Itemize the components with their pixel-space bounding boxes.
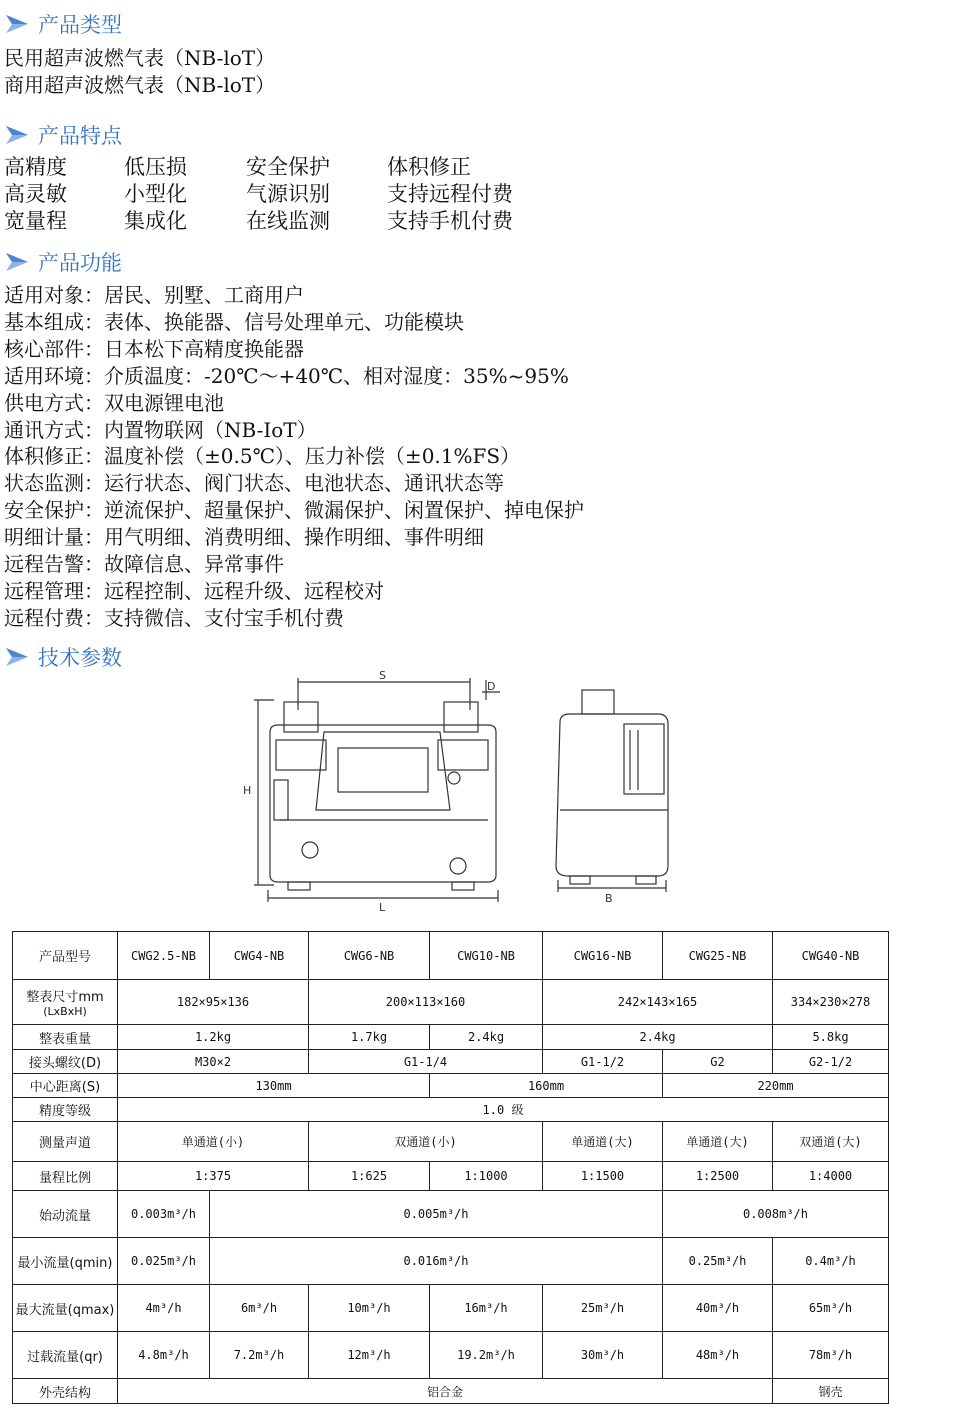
table-cell: 334×230×278 (773, 980, 889, 1025)
table-cell: 40m³/h (663, 1285, 773, 1332)
table-cell: CWG40-NB (773, 932, 889, 980)
table-row (13, 1379, 889, 1404)
table-cell: 1:1000 (430, 1162, 543, 1191)
table-row-header: 最小流量(qmin) (13, 1238, 118, 1285)
table-row-header: 外壳结构 (13, 1379, 118, 1404)
table-cell: 130mm (118, 1074, 430, 1098)
table-row (13, 1285, 889, 1332)
feature-item: 支持手机付费 (387, 209, 513, 233)
section-heading-type (4, 10, 122, 38)
table-cell: 10m³/h (309, 1285, 430, 1332)
arrow-icon (4, 646, 30, 668)
table-cell: 单通道(大) (543, 1122, 663, 1162)
table-cell: CWG10-NB (430, 932, 543, 980)
table-row (13, 1074, 889, 1098)
table-cell: 1:2500 (663, 1162, 773, 1191)
function-item: 远程付费：支持微信、支付宝手机付费 (4, 605, 344, 630)
arrow-icon (4, 124, 30, 146)
section-title: 技术参数 (38, 646, 122, 670)
table-cell: CWG16-NB (543, 932, 663, 980)
feature-item: 高精度 (4, 155, 67, 179)
table-cell: G2-1/2 (773, 1050, 889, 1074)
function-item: 基本组成：表体、换能器、信号处理单元、功能模块 (4, 309, 464, 334)
table-cell: 1:625 (309, 1162, 430, 1191)
table-row (13, 1098, 889, 1122)
meter-technical-drawing (240, 670, 680, 915)
side-view (556, 690, 668, 892)
table-cell: 0.4m³/h (773, 1238, 889, 1285)
spec-table (12, 931, 889, 1404)
table-row-header: 量程比例 (13, 1162, 118, 1191)
table-row-header: 最大流量(qmax) (13, 1285, 118, 1332)
section-heading-functions (4, 248, 122, 276)
feature-item: 低压损 (124, 155, 187, 179)
table-cell: 78m³/h (773, 1332, 889, 1379)
function-item: 安全保护：逆流保护、超量保护、微漏保护、闲置保护、掉电保护 (4, 498, 584, 523)
table-row (13, 932, 889, 980)
table-cell: 1.2kg (118, 1025, 309, 1050)
table-cell: 5.8kg (773, 1025, 889, 1050)
feature-item: 集成化 (124, 209, 187, 233)
dimension-label-b: B (605, 892, 613, 905)
table-row-header (13, 980, 118, 1025)
table-cell: 2.4kg (430, 1025, 543, 1050)
table-row (13, 1050, 889, 1074)
table-cell: 65m³/h (773, 1285, 889, 1332)
table-row-header: 中心距离(S) (13, 1074, 118, 1098)
section-title: 产品类型 (38, 13, 122, 37)
feature-item: 高灵敏 (4, 182, 67, 206)
function-item: 远程管理：远程控制、远程升级、远程校对 (4, 578, 384, 603)
section-title: 产品功能 (38, 251, 122, 275)
dimension-label-s: S (379, 670, 386, 682)
table-row (13, 1162, 889, 1191)
table-cell: 25m³/h (543, 1285, 663, 1332)
table-cell: 6m³/h (210, 1285, 309, 1332)
feature-item: 在线监测 (246, 209, 330, 233)
section-title: 产品特点 (38, 124, 122, 148)
table-cell: CWG25-NB (663, 932, 773, 980)
table-cell: G1-1/4 (309, 1050, 543, 1074)
function-item: 适用环境：介质温度：-20℃～+40℃、相对湿度：35%~95% (4, 363, 569, 388)
product-type-item: 商用超声波燃气表（NB-loT） (4, 73, 276, 97)
table-cell: 0.25m³/h (663, 1238, 773, 1285)
table-row (13, 1238, 889, 1285)
table-row (13, 1332, 889, 1379)
function-item: 核心部件：日本松下高精度换能器 (4, 336, 304, 361)
dimension-label-l: L (379, 901, 386, 914)
table-cell: G2 (663, 1050, 773, 1074)
table-cell: 钢壳 (773, 1379, 889, 1404)
function-item: 远程告警：故障信息、异常事件 (4, 552, 284, 576)
dimension-label-h: H (243, 784, 252, 797)
section-heading-params (4, 643, 122, 671)
table-cell: 7.2m³/h (210, 1332, 309, 1379)
table-cell: CWG2.5-NB (118, 932, 210, 980)
table-cell: 48m³/h (663, 1332, 773, 1379)
table-row (13, 1025, 889, 1050)
function-item: 供电方式：双电源锂电池 (4, 390, 224, 415)
product-type-item: 民用超声波燃气表（NB-loT） (4, 46, 276, 70)
arrow-icon (4, 13, 30, 35)
feature-item: 体积修正 (387, 155, 471, 179)
function-item: 明细计量：用气明细、消费明细、操作明细、事件明细 (4, 525, 484, 550)
table-cell: 30m³/h (543, 1332, 663, 1379)
table-row-header: 接头螺纹(D) (13, 1050, 118, 1074)
feature-item: 气源识别 (246, 182, 330, 206)
function-item: 体积修正：温度补偿（±0.5℃）、压力补偿（±0.1%FS） (4, 444, 521, 469)
feature-item: 小型化 (124, 182, 187, 206)
table-cell: 19.2m³/h (430, 1332, 543, 1379)
table-cell: 242×143×165 (543, 980, 773, 1025)
table-cell: 0.005m³/h (210, 1191, 663, 1238)
table-row-header: 产品型号 (13, 932, 118, 980)
table-cell: CWG6-NB (309, 932, 430, 980)
table-cell: 0.003m³/h (118, 1191, 210, 1238)
table-row-header: 过载流量(qr) (13, 1332, 118, 1379)
function-item: 状态监测：运行状态、阀门状态、电池状态、通讯状态等 (4, 471, 504, 496)
dimension-label-d: D (487, 680, 496, 693)
table-cell: 0.025m³/h (118, 1238, 210, 1285)
table-cell: M30×2 (118, 1050, 309, 1074)
table-cell: 200×113×160 (309, 980, 543, 1025)
table-cell: 1:375 (118, 1162, 309, 1191)
table-cell-line: 整表尺寸mm (26, 990, 104, 1005)
section-heading-features (4, 121, 122, 149)
table-row (13, 980, 889, 1025)
function-item: 适用对象：居民、别墅、工商用户 (4, 283, 304, 307)
table-row (13, 1191, 889, 1238)
arrow-icon (4, 251, 30, 273)
table-cell: 1.7kg (309, 1025, 430, 1050)
table-row-header: 始动流量 (13, 1191, 118, 1238)
feature-item: 宽量程 (4, 209, 67, 233)
feature-item: 安全保护 (246, 155, 330, 179)
table-cell: CWG4-NB (210, 932, 309, 980)
table-cell: 4m³/h (118, 1285, 210, 1332)
table-cell: G1-1/2 (543, 1050, 663, 1074)
feature-item: 支持远程付费 (387, 182, 513, 206)
function-item: 通讯方式：内置物联网（NB-IoT） (4, 417, 317, 442)
table-cell: 220mm (663, 1074, 889, 1098)
table-cell-line: (LxBxH) (43, 1005, 87, 1018)
table-row-header: 精度等级 (13, 1098, 118, 1122)
table-cell: 16m³/h (430, 1285, 543, 1332)
table-row-header: 整表重量 (13, 1025, 118, 1050)
table-cell: 双通道(大) (773, 1122, 889, 1162)
table-cell: 1:1500 (543, 1162, 663, 1191)
table-cell: 2.4kg (543, 1025, 773, 1050)
table-cell: 4.8m³/h (118, 1332, 210, 1379)
table-cell: 双通道(小) (309, 1122, 543, 1162)
table-cell: 铝合金 (118, 1379, 773, 1404)
table-cell: 0.016m³/h (210, 1238, 663, 1285)
table-row (13, 1122, 889, 1162)
table-cell: 0.008m³/h (663, 1191, 889, 1238)
table-cell: 单通道(大) (663, 1122, 773, 1162)
table-cell: 1:4000 (773, 1162, 889, 1191)
table-cell: 单通道(小) (118, 1122, 309, 1162)
front-view (254, 678, 500, 902)
table-cell: 160mm (430, 1074, 663, 1098)
table-cell: 12m³/h (309, 1332, 430, 1379)
table-cell: 1.0 级 (118, 1098, 889, 1122)
table-row-header: 测量声道 (13, 1122, 118, 1162)
table-cell: 182×95×136 (118, 980, 309, 1025)
